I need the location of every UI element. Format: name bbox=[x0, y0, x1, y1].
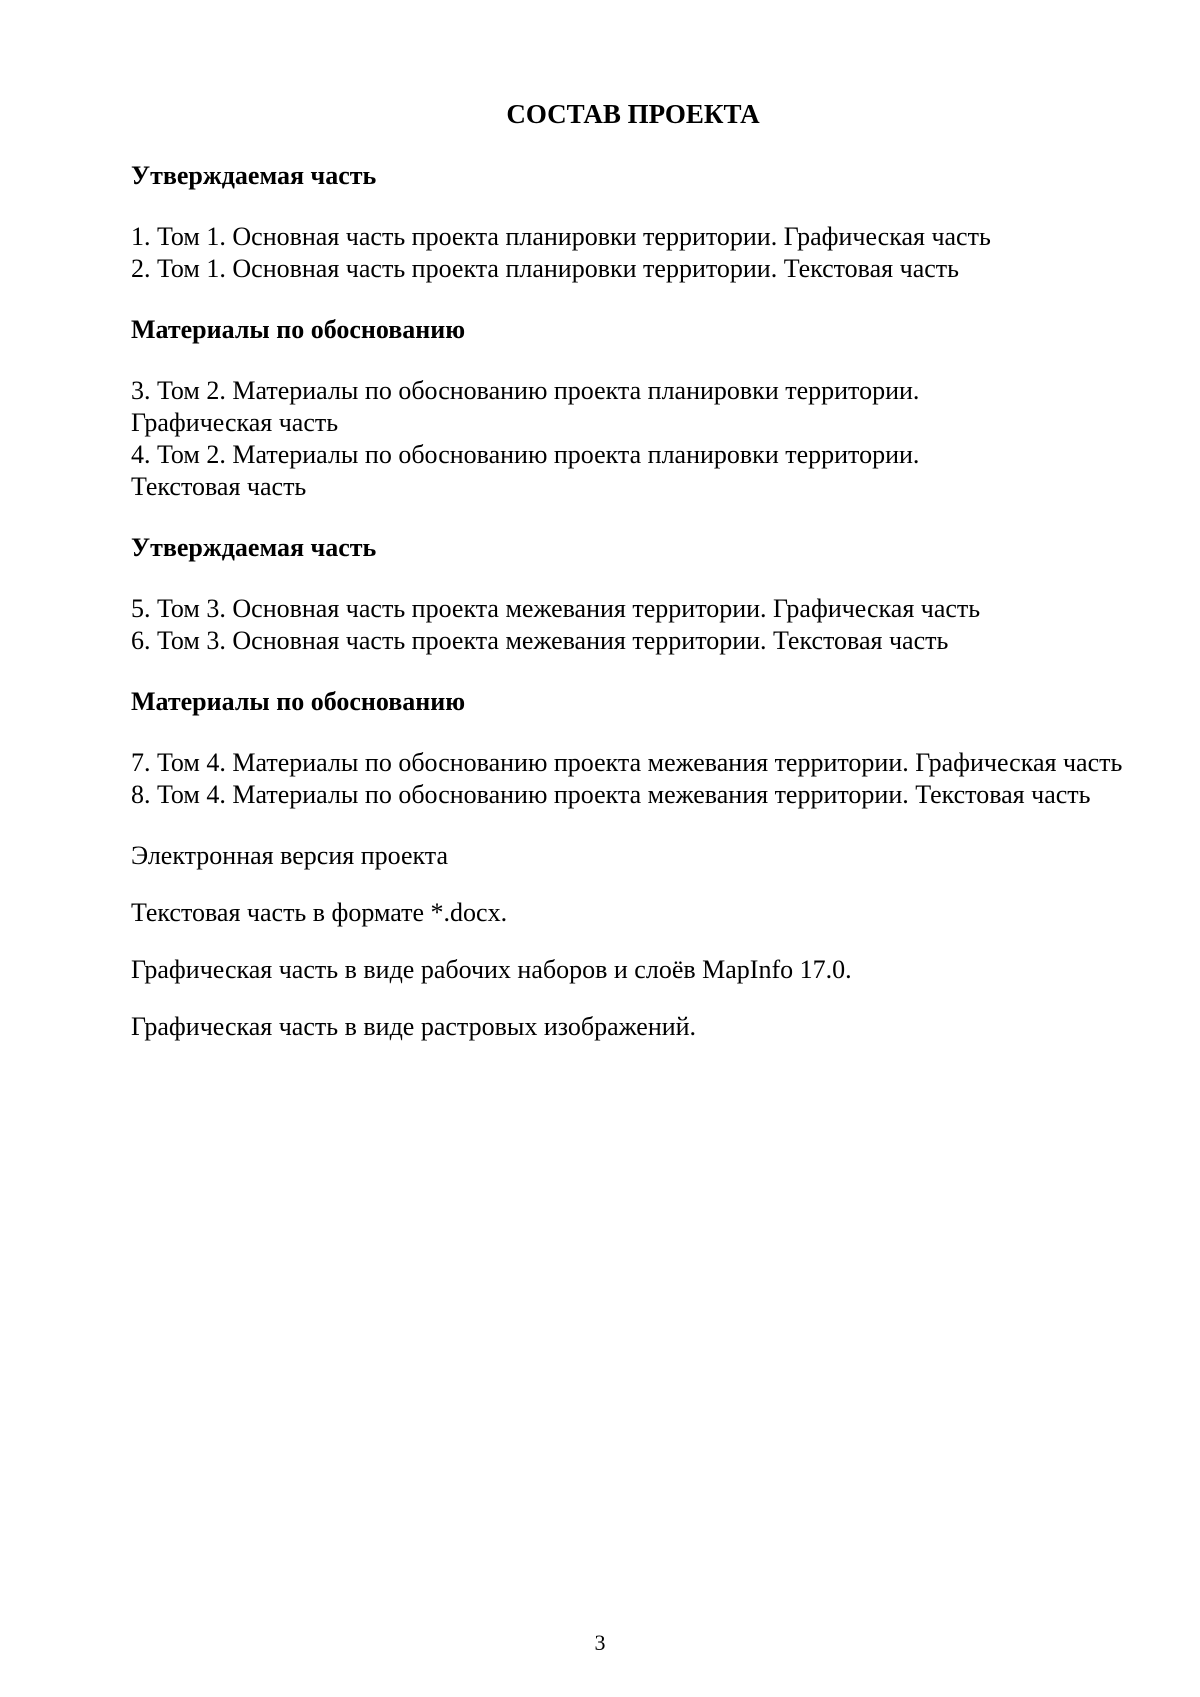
electronic-version-item: Графическая часть в виде рабочих наборов и слоёв MapInfo 17.0. bbox=[131, 955, 852, 984]
electronic-version-item: Текстовая часть в формате *.docx. bbox=[131, 898, 508, 927]
section-approved-planning bbox=[131, 160, 1135, 285]
volume-item: 3. Том 2. Материалы по обоснованию проекта планировки территории. Графическая часть bbox=[131, 376, 920, 437]
section-heading: Материалы по обоснованию bbox=[131, 315, 466, 344]
section-heading: Утверждаемая часть bbox=[131, 533, 377, 562]
section-heading: Материалы по обоснованию bbox=[131, 687, 466, 716]
volume-list bbox=[131, 593, 1135, 657]
volume-item: 5. Том 3. Основная часть проекта межевания территории. Графическая часть bbox=[131, 594, 981, 623]
volume-list bbox=[131, 747, 1135, 811]
section-justification-planning bbox=[131, 314, 1135, 503]
section-heading: Утверждаемая часть bbox=[131, 161, 377, 190]
volume-list bbox=[131, 375, 1135, 503]
page-content bbox=[131, 97, 1135, 1068]
volume-item: 2. Том 1. Основная часть проекта планировки территории. Текстовая часть bbox=[131, 254, 959, 283]
electronic-version-block bbox=[131, 840, 1135, 1043]
volume-item: 4. Том 2. Материалы по обоснованию проекта планировки территории. Текстовая часть bbox=[131, 440, 920, 501]
volume-list bbox=[131, 221, 1135, 285]
page-number: 3 bbox=[594, 1630, 606, 1655]
section-justification-surveying bbox=[131, 686, 1135, 811]
volume-item: 7. Том 4. Материалы по обоснованию проекта межевания территории. Графическая часть bbox=[131, 748, 1123, 777]
volume-item: 1. Том 1. Основная часть проекта планировки территории. Графическая часть bbox=[131, 222, 991, 251]
electronic-version-item: Графическая часть в виде растровых изображений. bbox=[131, 1012, 697, 1041]
volume-item: 8. Том 4. Материалы по обоснованию проекта межевания территории. Текстовая часть bbox=[131, 780, 1091, 809]
electronic-version-title: Электронная версия проекта bbox=[131, 841, 448, 870]
document-title: СОСТАВ ПРОЕКТА bbox=[506, 99, 760, 129]
section-approved-surveying bbox=[131, 532, 1135, 657]
volume-item: 6. Том 3. Основная часть проекта межевания территории. Текстовая часть bbox=[131, 626, 949, 655]
